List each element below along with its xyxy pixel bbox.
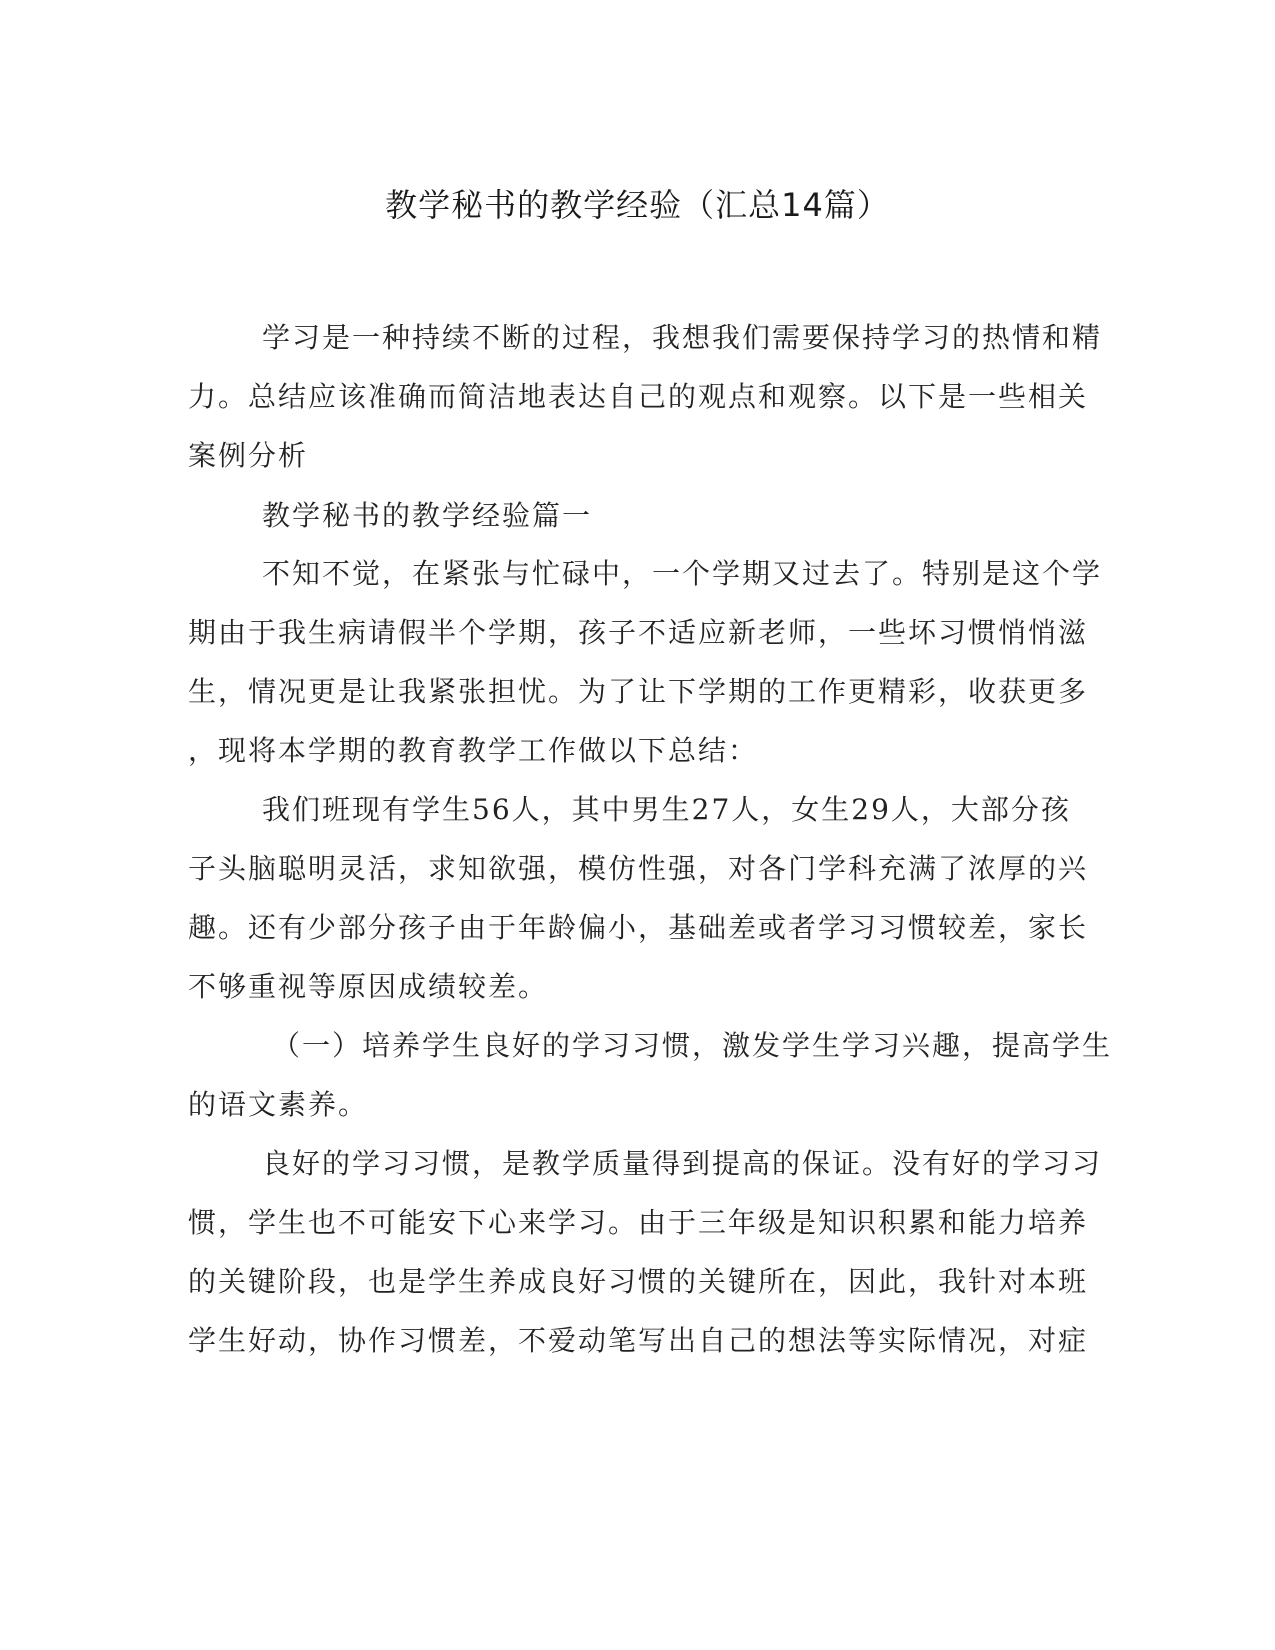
body-line: 不够重视等原因成绩较差。 — [188, 970, 549, 1003]
body-line: 期由于我生病请假半个学期，孩子不适应新老师，一些坏习惯悄悄滋 — [188, 616, 1089, 649]
body-line: 学生好动，协作习惯差，不爱动笔写出自己的想法等实际情况，对症 — [188, 1324, 1089, 1357]
body-line: 案例分析 — [188, 439, 309, 472]
body-line: 我们班现有学生56人，其中男生27人，女生29人，大部分孩 — [262, 793, 1071, 826]
body-line: 子头脑聪明灵活，求知欲强，模仿性强，对各门学科充满了浓厚的兴 — [188, 852, 1089, 885]
body-line: 生，情况更是让我紧张担忧。为了让下学期的工作更精彩，收获更多 — [188, 675, 1089, 708]
body-line: 不知不觉，在紧张与忙碌中，一个学期又过去了。特别是这个学 — [262, 557, 1103, 590]
body-line: 良好的学习习惯，是教学质量得到提高的保证。没有好的学习习 — [262, 1147, 1103, 1180]
body-line: 力。总结应该准确而简洁地表达自己的观点和观察。以下是一些相关 — [188, 380, 1089, 413]
body-line: 趣。还有少部分孩子由于年龄偏小，基础差或者学习习惯较差，家长 — [188, 911, 1089, 944]
body-line: 的关键阶段，也是学生养成良好习惯的关键所在，因此，我针对本班 — [188, 1265, 1089, 1298]
body-line: ，现将本学期的教育教学工作做以下总结： — [188, 734, 759, 767]
body-line: 的语文素养。 — [188, 1088, 369, 1121]
document-title: 教学秘书的教学经验（汇总14篇） — [385, 186, 890, 224]
section-heading: 教学秘书的教学经验篇一 — [262, 499, 593, 532]
body-line: 学习是一种持续不断的过程，我想我们需要保持学习的热情和精 — [262, 321, 1103, 354]
body-line: 惯，学生也不可能安下心来学习。由于三年级是知识积累和能力培养 — [188, 1206, 1089, 1239]
body-line: （一）培养学生良好的学习习惯，激发学生学习兴趣，提高学生 — [272, 1029, 1113, 1062]
